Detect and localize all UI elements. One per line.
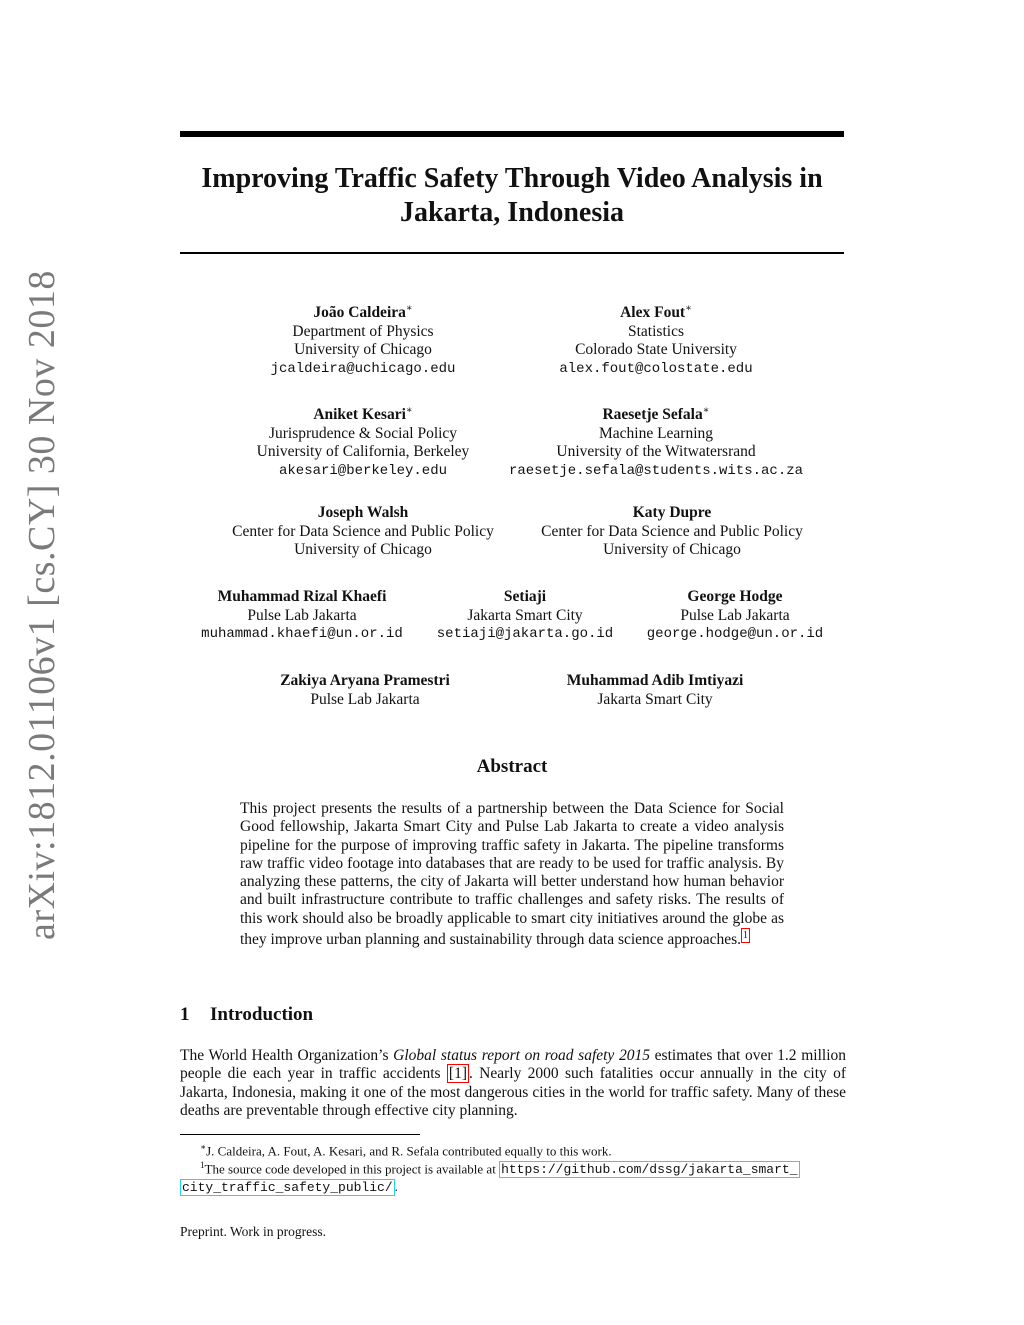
intro-text: . Nearly 2000 such fatalities occur annually in the city of Jakarta, Indonesia, making it one of the most dangerous cities in the world for traffic safety. Many of these deaths are preventable through effective city planning. [180,1065,847,1119]
author-block [525,672,785,709]
footnote-1-mark: 1 [200,1160,205,1170]
author-name: Muhammad Adib Imtiyazi [566,672,744,689]
author-block [182,588,422,644]
footnote-rule [180,1134,420,1135]
author-email[interactable]: alex.fout@colostate.edu [559,360,753,377]
author-affiliation: Jurisprudence & Social Policy [268,424,458,442]
author-name: Zakiya Aryana Pramestri [280,672,450,689]
author-name: João Caldeira∗ [313,303,413,322]
author-affiliation: University of the Witwatersrand [556,443,756,461]
author-affiliation: Center for Data Science and Public Policy [232,522,494,540]
intro-text: estimates that over 1.2 million people die each year in traffic accidents [180,1047,846,1083]
author-block [506,300,806,378]
abstract-text: This project presents the results of a partnership between the Data Science for Social Good fellowship, Jakarta Smart City and Pulse Lab Jakarta to create a video analysis pipeline for the purpose of improving traffic safety in Jakarta. The pipeline transforms raw traffic video footage into databases that are ready to be used for traffic analysis. By analyzing these patterns, the city of Jakarta will better understand how human behavior and built infrastructure contribute to traffic challenges and safety risks. The results of this work should also be broadly applicable to smart city initiatives around the globe as they improve urban planning and sustainability through data science approaches. [240,800,784,949]
abstract-heading: Abstract [476,756,548,777]
author-email[interactable]: jcaldeira@uchicago.edu [270,360,456,377]
author-affiliation: University of Chicago [603,541,741,558]
source-code-link[interactable]: https://github.com/dssg/jakarta_smart_ [501,1162,798,1178]
author-email[interactable]: george.hodge@un.or.id [646,626,824,642]
preprint-note: Preprint. Work in progress. [180,1224,327,1239]
author-affiliation: Colorado State University [575,341,737,359]
intro-text: The World Health Organization’s [180,1047,394,1064]
author-affiliation: University of California, Berkeley [256,443,470,461]
author-block [183,504,543,560]
author-affiliation: Jakarta Smart City [597,690,713,708]
author-affiliation: Jakarta Smart City [467,606,583,624]
footnote-star-mark: ∗ [200,1142,207,1152]
author-email[interactable]: muhammad.khaefi@un.or.id [201,626,403,642]
author-affiliation: University of Chicago [294,541,432,558]
citation-link[interactable]: [1] [448,1065,467,1083]
author-affiliation: Department of Physics [292,322,434,340]
intro-italic-title: Global status report on road safety 2015 [393,1047,650,1064]
title-bottom-rule [180,252,844,254]
author-name: Alex Fout∗ [620,303,692,322]
author-name: Aniket Kesari∗ [313,405,413,424]
footnote-star-text: J. Caldeira, A. Fout, A. Kesari, and R. Sefala contributed equally to this work. [206,1143,612,1159]
author-affiliation: University of Chicago [294,341,432,359]
source-code-link-continued[interactable]: city_traffic_safety_public/ [182,1180,393,1196]
abstract-body [240,800,784,950]
author-name: Muhammad Rizal Khaefi [217,588,387,605]
author-email[interactable]: raesetje.sefala@students.wits.ac.za [508,462,804,479]
footnote-1-text: The source code developed in this project is available at [204,1161,500,1177]
section-heading [180,1004,313,1026]
author-block [630,588,840,644]
author-block [476,402,836,480]
author-affiliation: Machine Learning [598,424,714,442]
intro-paragraph [180,1047,846,1120]
author-name: Katy Dupre [632,504,712,521]
author-name: George Hodge [687,588,783,605]
author-email[interactable]: akesari@berkeley.edu [278,462,448,479]
paper-title [180,162,844,230]
author-affiliation: Center for Data Science and Public Policy [541,522,803,540]
author-name: Joseph Walsh [317,504,409,521]
author-affiliation: Statistics [628,322,684,340]
author-block [425,588,625,644]
footnote-1 [180,1157,846,1196]
author-affiliation: Pulse Lab Jakarta [310,690,420,708]
author-block [213,300,513,378]
paper-title-line1: Improving Traffic Safety Through Video Analysis in [201,163,823,194]
author-name: Setiaji [503,588,547,605]
section-title: Introduction [210,1004,314,1025]
author-block [492,504,852,560]
author-name: Raesetje Sefala∗ [602,405,710,424]
author-affiliation: Pulse Lab Jakarta [247,606,357,624]
footnote-1-end: . [394,1179,398,1195]
footnote-link-1[interactable]: 1 [743,930,749,942]
section-number: 1 [180,1004,190,1025]
author-affiliation: Pulse Lab Jakarta [680,606,790,624]
title-top-rule [180,131,844,137]
author-email[interactable]: setiaji@jakarta.go.id [436,626,614,642]
author-block [235,672,495,709]
arxiv-stamp-text: arXiv:1812.01106v1 [cs.CY] 30 Nov 2018 [21,270,63,940]
paper-title-line2: Jakarta, Indonesia [399,197,625,228]
